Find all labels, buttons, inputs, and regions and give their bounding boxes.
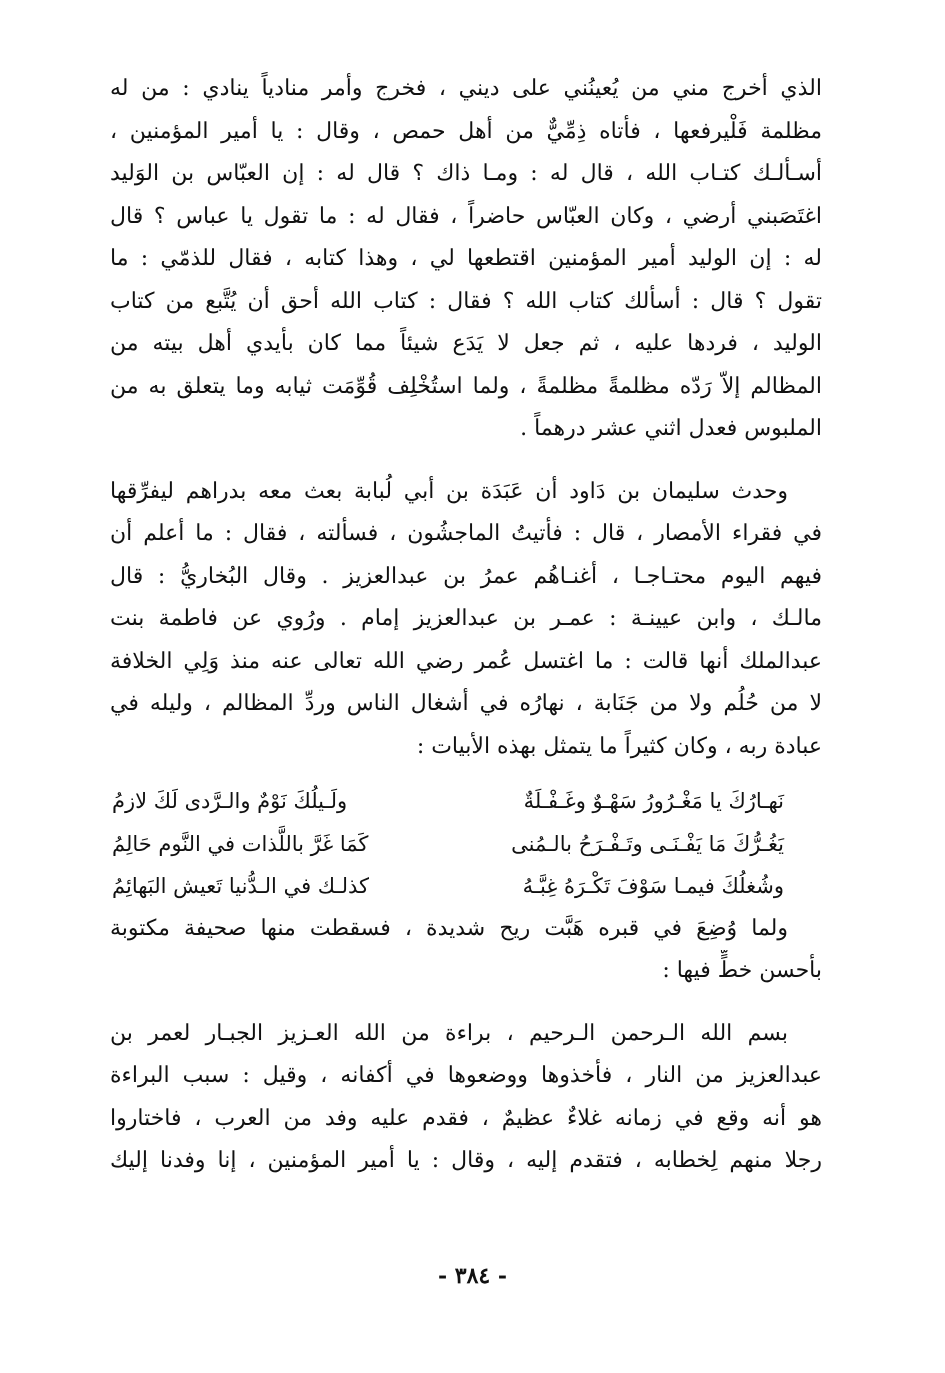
poem-second-hemistich: كذلـك في الـدُّنيا تَعيش البَهائِمُ <box>112 874 370 898</box>
page-body <box>110 68 822 1183</box>
poem-verse <box>110 823 822 866</box>
poem-second-hemistich: ولَـيلُكَ نَوْمٌ والـرَّدى لَكَ لازمُ <box>112 789 348 813</box>
text-line: الوليد ، فردها عليه ، ثم جعل لا يَدَع شيئاً مما كان بأيدي أهل بيته من <box>110 331 822 356</box>
text-line: بسم الله الـرحمن الـرحيم ، براءة من الله العـزيز الجبـار لعمر بن <box>110 1020 788 1046</box>
poem-first-hemistich: نَهـارُكَ يا مَغْـرُورُ سَهْـوٌ وغَـفْـلَةٌ <box>523 789 784 813</box>
text-line: الذي أخرج مني من يُعينُني على ديني ، فخرج وأمر منادياً ينادي : من له <box>110 76 822 101</box>
text-line: المظالم إلاّ رَدّه مظلمةً مظلمةً ، ولما استُخْلِف قُوِّمَت ثيابه وما يتعلق به من <box>110 373 822 399</box>
text-line: عبادة ربه ، وكان كثيراً ما يتمثل بهذه الأبيات : <box>416 733 822 759</box>
text-line: الملبوس فعدل اثني عشر درهماً . <box>520 416 822 441</box>
text-line: مالـك ، وابن عيينـة : عمـر بن عبدالعزيز إمام . ورُوي عن فاطمة بنت <box>110 606 822 631</box>
text-line: بأحسن خطٍّ فيها : <box>662 958 822 983</box>
text-line: تقول ؟ قال : أسألك كتاب الله ؟ فقال : كتاب الله أحق أن يُتَّبع من كتاب <box>110 288 822 314</box>
poem-block <box>110 780 822 908</box>
poem-verse <box>110 780 822 823</box>
paragraph-final <box>110 1013 822 1183</box>
text-line: أسـألـك كتـاب الله ، قال له : ومـا ذاك ؟ قال له : إن العبّاس بن الوَليد <box>110 161 822 186</box>
text-line: رجلا منهم لِخطابه ، فتقدم إليه ، وقال : يا أمير المؤمنين ، إنا وفدنا إليك <box>110 1148 822 1173</box>
text-line: مظلمة فَلْيرفعها ، فأتاه ذِمِّيٌّ من أهل حمص ، وقال : يا أمير المؤمنين ، <box>110 118 822 144</box>
poem-first-hemistich: يَغُـرُّكَ مَا يَفْـنَـى وتَـفْـرَحُ بالـمُنى <box>511 831 784 856</box>
paragraph-gap <box>110 768 822 780</box>
text-line: في فقراء الأمصار ، قال : فأتيتُ الماجشُون ، فسألته ، فقال : ما أعلم أن <box>110 521 822 546</box>
poem-first-hemistich: وشُغلُكَ فيمـا سَوْفَ تَكْـرَهُ غِبَّـهُ <box>522 874 784 898</box>
text-line: ولما وُضِعَ في قبره هَبَّت ريح شديدة ، فسقطت منها صحيفة مكتوبة <box>110 915 788 941</box>
paragraph-2 <box>110 471 822 769</box>
text-line: له : إن الوليد أمير المؤمنين اقتطعها لي ، وهذا كتابه ، فقال للذمّي : ما <box>110 246 822 271</box>
paragraph-gap <box>110 451 822 471</box>
text-line: هو أنه وقع في زمانه غلاءٌ عظيمٌ ، فقدم عليه وفد من العرب ، فاختاروا <box>110 1105 822 1131</box>
poem-second-hemistich: كَمَا غَرَّ باللَّذات في النَّوم حَالِمُ <box>112 831 369 856</box>
text-line: فيهم اليوم محتـاجـا ، أغنـاهُم عمرُ بن عبدالعزيز . وقال البُخاريُّ : قال <box>110 563 822 589</box>
text-line: عبدالملك أنها قالت : ما اغتسل عُمر رضي الله تعالى عنه منذ وَلِي الخلافة <box>110 648 822 674</box>
paragraph-gap <box>110 993 822 1013</box>
text-line: عبدالعزيز من النار ، فأخذوها ووضعوها في أكفانه ، وقيل : سبب البراءة <box>110 1063 822 1088</box>
text-line: اغتَصَبني أرضي ، وكان العبّاس حاضراً ، فقال له : ما تقول يا عباس ؟ قال <box>110 203 822 229</box>
page-number: - ٣٨٤ - <box>437 1263 508 1289</box>
after-poem-text <box>110 908 822 993</box>
text-line: لا من حُلُم ولا من جَنَابة ، نهارُه في أشغال الناس وردِّ المظالم ، وليله في <box>110 691 822 716</box>
paragraph-1 <box>110 68 822 451</box>
poem-verse <box>110 865 822 908</box>
text-line: وحدث سليمان بن دَاود أن عَبَدَة بن أبي لُبابة بعث معه بدراهم ليفرِّقها <box>110 478 788 504</box>
